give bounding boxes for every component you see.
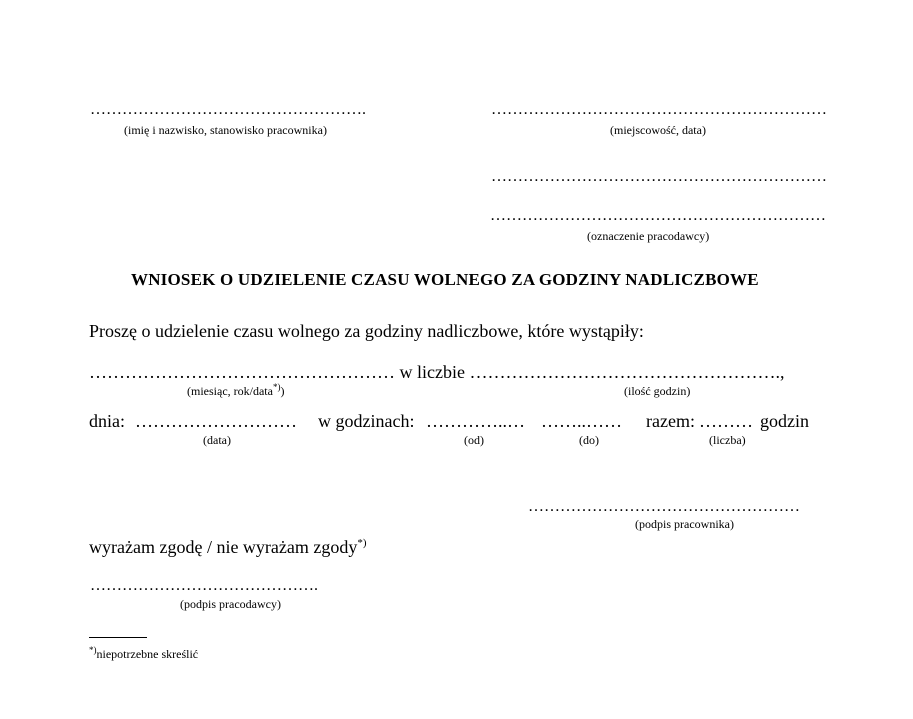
footnote bbox=[89, 647, 198, 662]
employee-signature-line[interactable]: …………………………………………… bbox=[528, 498, 800, 515]
total-field[interactable]: ……… bbox=[699, 411, 753, 431]
document-title: WNIOSEK O UDZIELENIE CZASU WOLNEGO ZA GODZINY NADLICZBOWE bbox=[131, 270, 759, 289]
employer-signature-line[interactable]: ……………………………………. bbox=[90, 577, 318, 594]
request-intro: Proszę o udzielenie czasu wolnego za godziny nadliczbowe, które wystąpiły: bbox=[89, 321, 644, 341]
employer-line-2[interactable]: ……………………………………………………… bbox=[490, 207, 826, 224]
employer-caption: (oznaczenie pracodawcy) bbox=[587, 229, 710, 243]
footnote-mark: *) bbox=[89, 645, 97, 655]
hours-unit: godzin bbox=[760, 411, 809, 431]
in-count-label: w liczbie bbox=[399, 362, 465, 382]
employee-name-line[interactable]: ……………………………………………. bbox=[90, 101, 366, 118]
period-caption-text: (miesiąc, rok/data bbox=[187, 384, 273, 398]
employer-line-1[interactable]: ……………………………………………………… bbox=[491, 168, 827, 185]
employee-signature-caption: (podpis pracownika) bbox=[635, 517, 734, 531]
period-caption-close: ) bbox=[280, 384, 285, 398]
consent-row bbox=[89, 537, 367, 558]
from-field[interactable]: …………..… bbox=[426, 411, 525, 431]
place-date-line[interactable]: ……………………………………………………… bbox=[491, 101, 827, 118]
period-footnote-mark: *) bbox=[272, 382, 281, 392]
date-caption: (data) bbox=[203, 433, 231, 447]
period-row bbox=[89, 362, 784, 383]
employer-signature-caption: (podpis pracodawcy) bbox=[180, 597, 281, 611]
hours-label: w godzinach: bbox=[318, 411, 415, 431]
footnote-text: niepotrzebne skreślić bbox=[96, 647, 199, 661]
employee-name-caption: (imię i nazwisko, stanowisko pracownika) bbox=[124, 123, 327, 137]
count-caption: (liczba) bbox=[709, 433, 746, 447]
to-caption: (do) bbox=[579, 433, 599, 447]
consent-footnote-mark: *) bbox=[357, 537, 367, 549]
date-field[interactable]: ……………………… bbox=[135, 411, 297, 431]
consent-text[interactable]: wyrażam zgodę / nie wyrażam zgody bbox=[89, 537, 358, 557]
period-field[interactable]: …………………………………………… bbox=[89, 362, 395, 382]
place-date-caption: (miejscowość, data) bbox=[610, 123, 706, 137]
period-caption bbox=[187, 384, 284, 399]
to-field[interactable]: ……..…… bbox=[541, 411, 622, 431]
from-caption: (od) bbox=[464, 433, 484, 447]
total-label: razem: bbox=[646, 411, 695, 431]
hours-caption: (ilość godzin) bbox=[624, 384, 691, 398]
hours-count-field[interactable]: ……………………………………………., bbox=[469, 362, 785, 382]
footnote-separator bbox=[89, 637, 147, 638]
day-label: dnia: bbox=[89, 411, 125, 431]
